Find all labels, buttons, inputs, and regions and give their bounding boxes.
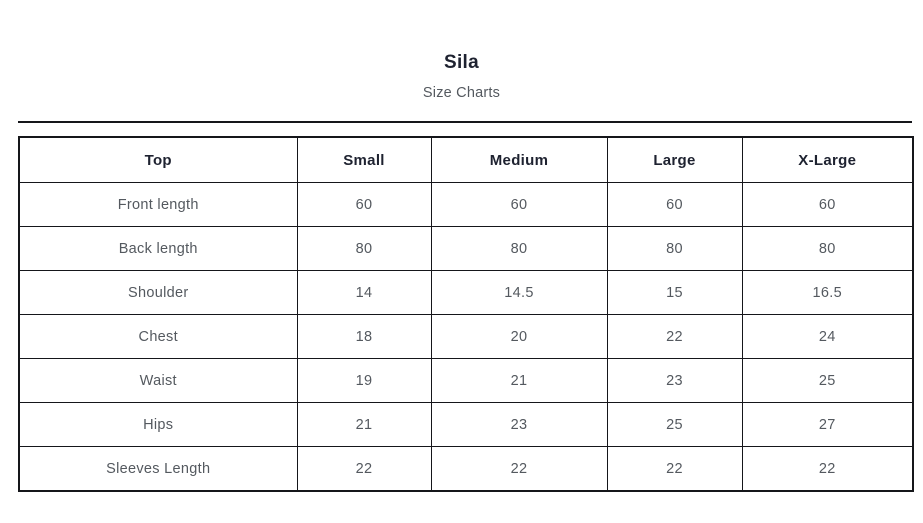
- cell-value: 80: [431, 227, 607, 271]
- cell-value: 14: [297, 271, 431, 315]
- cell-value: 80: [297, 227, 431, 271]
- column-header-large: Large: [607, 137, 742, 183]
- cell-value: 60: [607, 183, 742, 227]
- cell-value: 16.5: [742, 271, 913, 315]
- table-row-back-length: [19, 227, 913, 271]
- row-label: Hips: [19, 403, 297, 447]
- cell-value: 19: [297, 359, 431, 403]
- column-header-top: Top: [19, 137, 297, 183]
- cell-value: 22: [431, 447, 607, 491]
- row-label: Waist: [19, 359, 297, 403]
- cell-value: 22: [297, 447, 431, 491]
- cell-value: 21: [297, 403, 431, 447]
- table-row-waist: [19, 359, 913, 403]
- cell-value: 25: [742, 359, 913, 403]
- cell-value: 20: [431, 315, 607, 359]
- table-body: [19, 183, 913, 491]
- cell-value: 25: [607, 403, 742, 447]
- cell-value: 15: [607, 271, 742, 315]
- header-row: [19, 137, 913, 183]
- cell-value: 23: [431, 403, 607, 447]
- row-label: Chest: [19, 315, 297, 359]
- cell-value: 14.5: [431, 271, 607, 315]
- table-row-chest: [19, 315, 913, 359]
- cell-value: 18: [297, 315, 431, 359]
- page-header: [0, 0, 923, 101]
- cell-value: 23: [607, 359, 742, 403]
- table-row-front-length: [19, 183, 913, 227]
- row-label: Shoulder: [19, 271, 297, 315]
- size-charts-subtitle: Size Charts: [422, 84, 501, 101]
- cell-value: 22: [607, 315, 742, 359]
- cell-value: 60: [431, 183, 607, 227]
- cell-value: 22: [607, 447, 742, 491]
- cell-value: 60: [297, 183, 431, 227]
- product-title: Sila: [444, 52, 479, 73]
- table-header: [19, 137, 913, 183]
- cell-value: 60: [742, 183, 913, 227]
- row-label: Front length: [19, 183, 297, 227]
- cell-value: 21: [431, 359, 607, 403]
- cell-value: 80: [742, 227, 913, 271]
- column-header-x-large: X-Large: [742, 137, 913, 183]
- row-label: Back length: [19, 227, 297, 271]
- cell-value: 27: [742, 403, 913, 447]
- table-row-shoulder: [19, 271, 913, 315]
- table-row-sleeves-length: [19, 447, 913, 491]
- size-chart-table: [18, 136, 914, 492]
- cell-value: 80: [607, 227, 742, 271]
- cell-value: 24: [742, 315, 913, 359]
- row-label: Sleeves Length: [19, 447, 297, 491]
- table-row-hips: [19, 403, 913, 447]
- header-divider: [18, 121, 912, 123]
- column-header-medium: Medium: [431, 137, 607, 183]
- cell-value: 22: [742, 447, 913, 491]
- column-header-small: Small: [297, 137, 431, 183]
